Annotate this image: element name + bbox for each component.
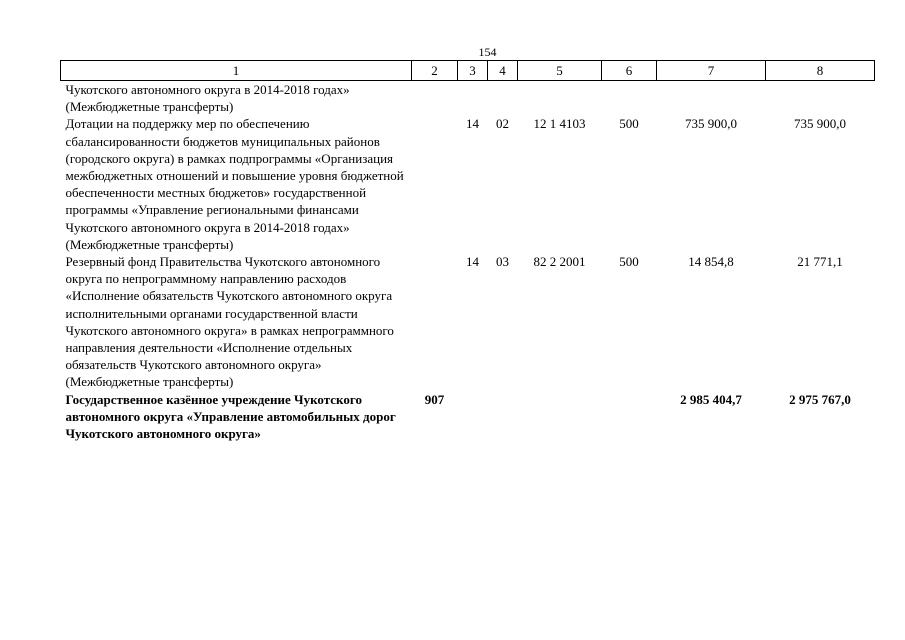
row-code-2: 907 xyxy=(424,391,445,407)
row-code-5 xyxy=(518,391,602,443)
budget-table xyxy=(60,60,875,442)
row-code-5: 12 1 4103 xyxy=(533,116,586,132)
row-code-3 xyxy=(458,81,488,116)
row-amount-7: 735 900,0 xyxy=(685,116,737,132)
column-header-2: 2 xyxy=(412,61,458,81)
row-code-3 xyxy=(458,391,488,443)
column-header-1: 1 xyxy=(61,61,412,81)
table-row xyxy=(61,115,875,253)
row-code-2 xyxy=(412,81,458,116)
row-code-3: 14 xyxy=(466,116,479,132)
row-name: Государственное казённое учреждение Чукотского автономного округа «Управление автомобильных дорог Чукотского автономного округа» xyxy=(65,391,396,442)
row-code-4 xyxy=(488,391,518,443)
row-name: Чукотского автономного округа в 2014-2018 годах» (Межбюджетные трансферты) xyxy=(65,82,350,115)
row-amount-8: 735 900,0 xyxy=(794,116,846,132)
row-code-4 xyxy=(488,81,518,116)
row-code-2 xyxy=(412,253,458,391)
column-header-7: 7 xyxy=(657,61,766,81)
table-row xyxy=(61,81,875,116)
column-header-6: 6 xyxy=(602,61,657,81)
row-code-6 xyxy=(602,391,657,443)
row-code-2 xyxy=(412,115,458,253)
row-code-6 xyxy=(602,81,657,116)
row-amount-8 xyxy=(766,81,875,116)
row-code-6: 500 xyxy=(619,116,639,132)
table-row xyxy=(61,391,875,443)
row-code-3: 14 xyxy=(466,254,479,270)
row-name: Дотации на поддержку мер по обеспечению сбалансированности бюджетов муниципальных районов (городского округа) в рамках подпрограммы «Организация межбюджетных отношений и повышение уровня бюджетной обеспеченности местных бюджетов» государственной программы «Управление региональными финансами Чукотского автономного округа в 2014-2018 годах» (Межбюджетные трансферты) xyxy=(65,116,404,252)
column-header-8: 8 xyxy=(766,61,875,81)
row-amount-7: 14 854,8 xyxy=(688,254,734,270)
column-header-3: 3 xyxy=(458,61,488,81)
row-amount-7: 2 985 404,7 xyxy=(680,391,742,407)
row-code-4: 03 xyxy=(496,254,509,270)
column-header-4: 4 xyxy=(488,61,518,81)
row-amount-8: 21 771,1 xyxy=(797,254,843,270)
row-code-5 xyxy=(518,81,602,116)
row-code-5: 82 2 2001 xyxy=(533,254,586,270)
row-code-4: 02 xyxy=(496,116,509,132)
row-code-6: 500 xyxy=(619,254,639,270)
row-name: Резервный фонд Правительства Чукотского автономного округа по непрограммному направлению расходов «Исполнение обязательств Чукотского автономного округа исполнительными органами государственной власти Чукотского автономного округа» в рамках непрограммного направления деятельности «Исполнение отдельных обязательств Чукотского автономного округа» (Межбюджетные трансферты) xyxy=(65,254,394,390)
column-number-header-row xyxy=(61,61,875,81)
page-number: 154 xyxy=(478,45,497,59)
row-amount-8: 2 975 767,0 xyxy=(789,391,851,407)
column-header-5: 5 xyxy=(518,61,602,81)
row-amount-7 xyxy=(657,81,766,116)
table-row xyxy=(61,253,875,391)
